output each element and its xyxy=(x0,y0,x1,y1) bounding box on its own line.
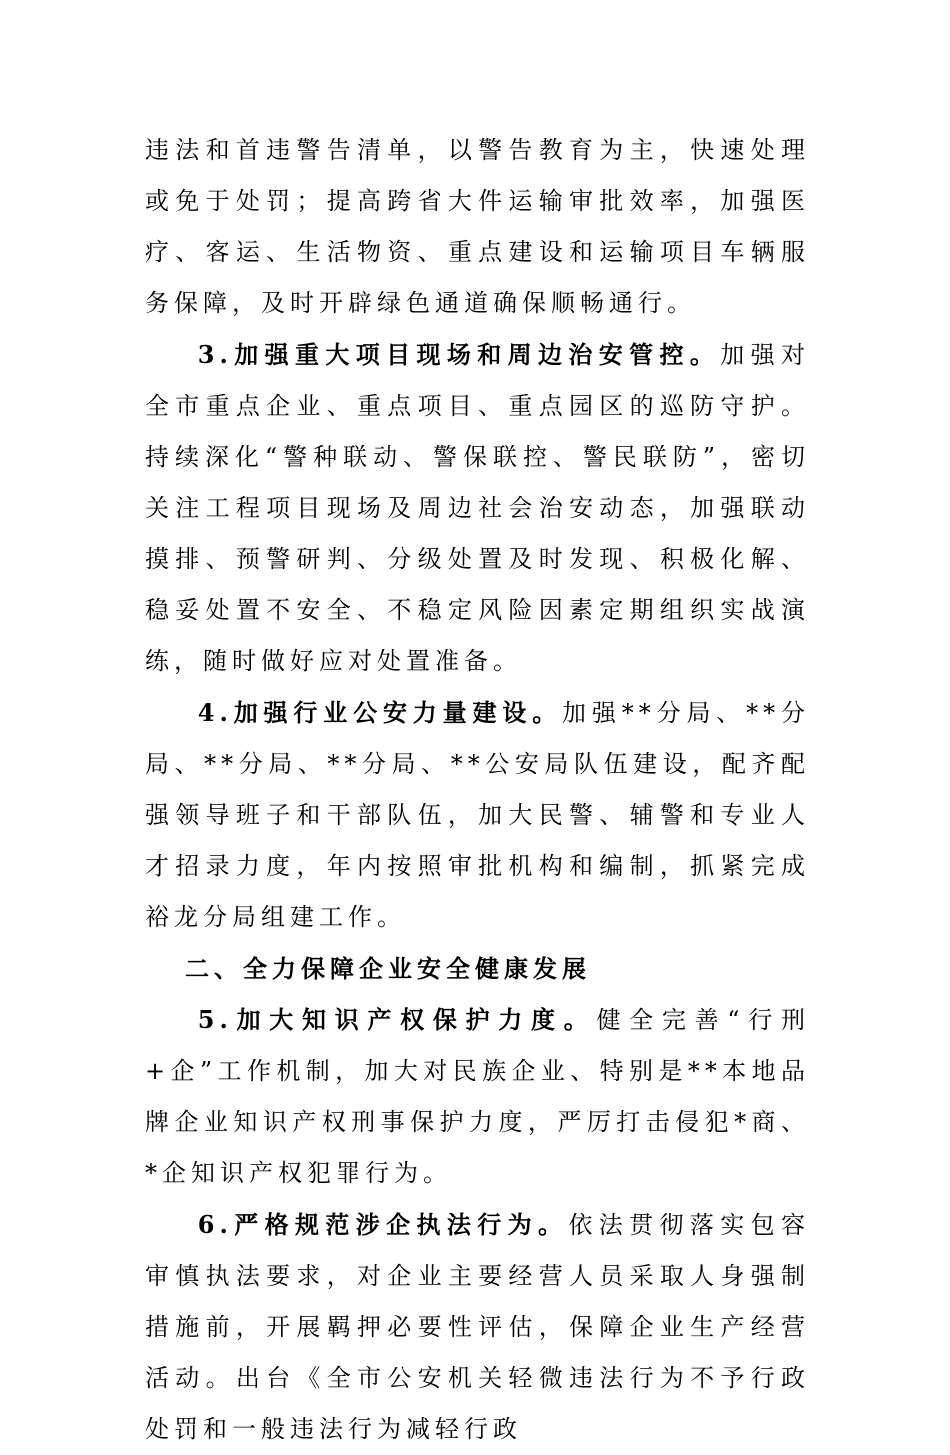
paragraph-5 xyxy=(145,994,810,1199)
paragraph-lead: 4.加强行业公安力量建设。 xyxy=(197,698,563,727)
paragraph-text: 健全完善“行刑+企”工作机制，加大对民族企业、特别是**本地品牌企业知识产权刑事保护力度，严厉打击侵犯*商、*企知识产权犯罪行为。 xyxy=(145,1006,810,1187)
paragraph-3 xyxy=(145,329,810,687)
section-heading: 二、全力保障企业安全健康发展 xyxy=(185,954,591,983)
paragraph-lead: 6.严格规范涉企执法行为。 xyxy=(197,1210,569,1239)
paragraph-text: 加强对全市重点企业、重点项目、重点园区的巡防守护。持续深化“警种联动、警保联控、警民联防”，密切关注工程项目现场及周边社会治安动态，加强联动摸排、预警研判、分级处置及时发现、积极化解、稳妥处置不安全、不稳定风险因素定期组织实战演练，随时做好应对处置准备。 xyxy=(145,341,811,675)
document-page xyxy=(145,125,810,1455)
paragraph-6 xyxy=(145,1199,810,1455)
paragraph-lead: 5.加大知识产权保护力度。 xyxy=(197,1005,597,1034)
paragraph-4 xyxy=(145,687,810,943)
paragraph-continued xyxy=(145,125,810,329)
paragraph-text: 加强**分局、**分局、**分局、**分局、**公安局队伍建设，配齐配强领导班子和干部队伍，加大民警、辅警和专业人才招录力度，年内按照审批机构和编制，抓紧完成裕龙分局组建工作。 xyxy=(145,699,810,931)
paragraph-text: 违法和首违警告清单，以警告教育为主，快速处理或免于处罚；提高跨省大件运输审批效率，加强医疗、客运、生活物资、重点建设和运输项目车辆服务保障，及时开辟绿色通道确保顺畅通行。 xyxy=(145,136,810,317)
paragraph-lead: 3.加强重大项目现场和周边治安管控。 xyxy=(197,340,721,369)
paragraph-text: 依法贯彻落实包容审慎执法要求，对企业主要经营人员采取人身强制措施前，开展羁押必要性评估，保障企业生产经营活动。出台《全市公安机关轻微违法行为不予行政处罚和一般违法行为减轻行政 xyxy=(145,1211,811,1443)
